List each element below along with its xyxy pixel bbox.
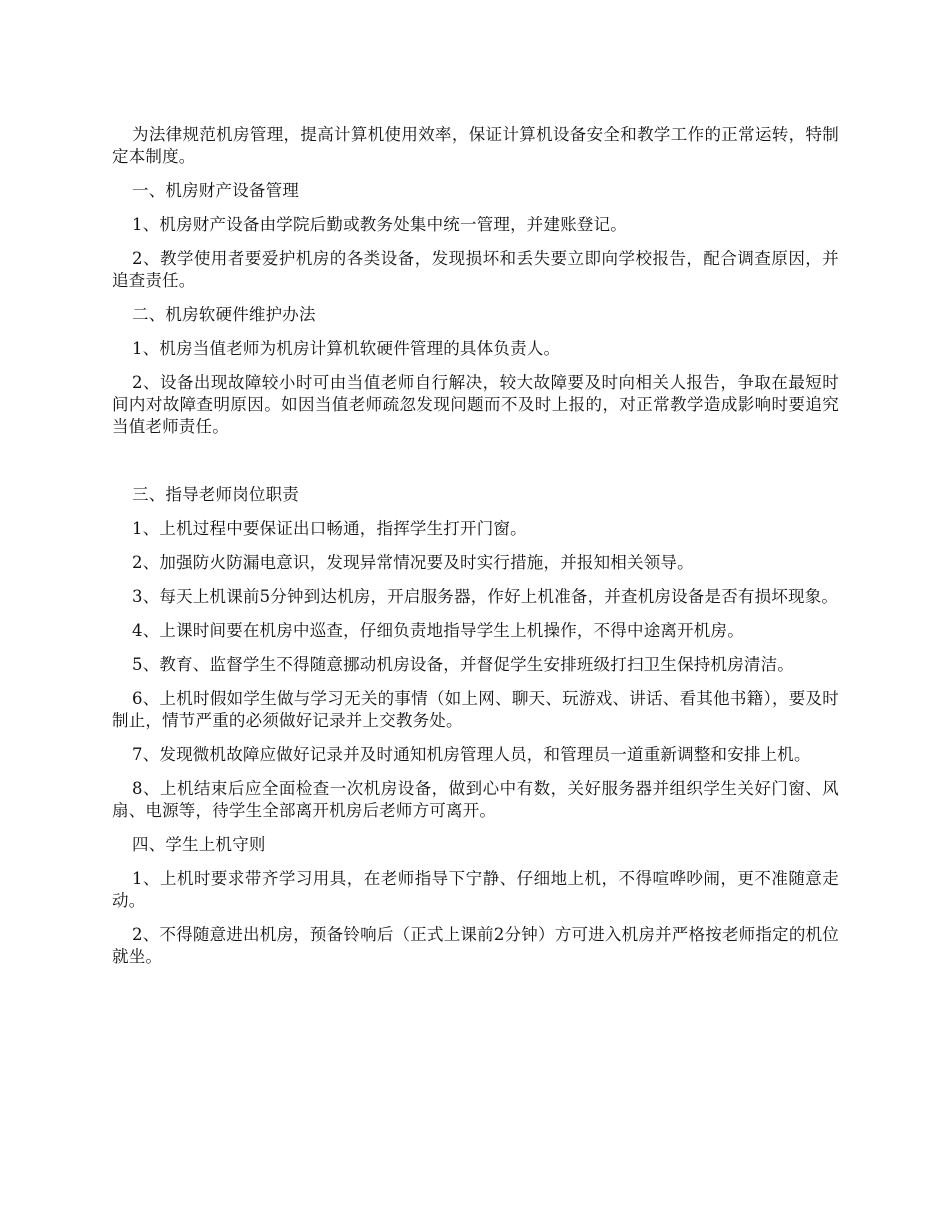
- paragraph: 2、加强防火防漏电意识，发现异常情况要及时实行措施，并报知相关领导。: [132, 553, 694, 572]
- paragraph: 3、每天上机课前5分钟到达机房，开启服务器，作好上机准备，并查机房设备是否有损坏现象。: [132, 587, 839, 606]
- paragraph: 1、机房财产设备由学院后勤或教务处集中统一管理，并建账登记。: [132, 215, 627, 234]
- section-heading: 二、机房软硬件维护办法: [132, 305, 316, 324]
- section-heading: 一、机房财产设备管理: [132, 181, 299, 200]
- paragraph: 2、教学使用者要爱护机房的各类设备，发现损坏和丢失要立即向学校报告，配合调查原因，并追查责任。: [112, 249, 839, 290]
- section-heading: 三、指导老师岗位职责: [132, 485, 299, 504]
- paragraph: 7、发现微机故障应做好记录并及时通知机房管理人员，和管理员一道重新调整和安排上机。: [132, 745, 811, 764]
- paragraph: 1、上机过程中要保证出口畅通，指挥学生打开门窗。: [132, 519, 527, 538]
- paragraph: 2、设备出现故障较小时可由当值老师自行解决，较大故障要及时向相关人报告，争取在最短时间内对故障查明原因。如因当值老师疏忽发现问题而不及时上报的，对正常教学造成影响时要追究当值老师责任。: [112, 373, 839, 436]
- paragraph: 4、上课时间要在机房中巡查，仔细负责地指导学生上机操作，不得中途离开机房。: [132, 621, 744, 640]
- paragraph: 1、机房当值老师为机房计算机软硬件管理的具体负责人。: [132, 339, 561, 358]
- paragraph: 5、教育、监督学生不得随意挪动机房设备，并督促学生安排班级打扫卫生保持机房清洁。: [132, 655, 794, 674]
- paragraph: 6、上机时假如学生做与学习无关的事情（如上网、聊天、玩游戏、讲话、看其他书籍），要及时制止，情节严重的必须做好记录并上交教务处。: [112, 689, 839, 730]
- section-spacer: [112, 450, 839, 484]
- section-heading: 四、学生上机守则: [132, 835, 266, 854]
- paragraph: 2、不得随意进出机房，预备铃响后（正式上课前2分钟）方可进入机房并严格按老师指定的机位就坐。: [112, 925, 839, 966]
- document-body: [112, 124, 839, 980]
- paragraph: 8、上机结束后应全面检查一次机房设备，做到心中有数，关好服务器并组织学生关好门窗、风扇、电源等，待学生全部离开机房后老师方可离开。: [112, 779, 839, 820]
- paragraph: 为法律规范机房管理，提高计算机使用效率，保证计算机设备安全和教学工作的正常运转，特制定本制度。: [112, 125, 839, 166]
- paragraph: 1、上机时要求带齐学习用具，在老师指导下宁静、仔细地上机，不得喧哗吵闹，更不准随意走动。: [112, 869, 839, 910]
